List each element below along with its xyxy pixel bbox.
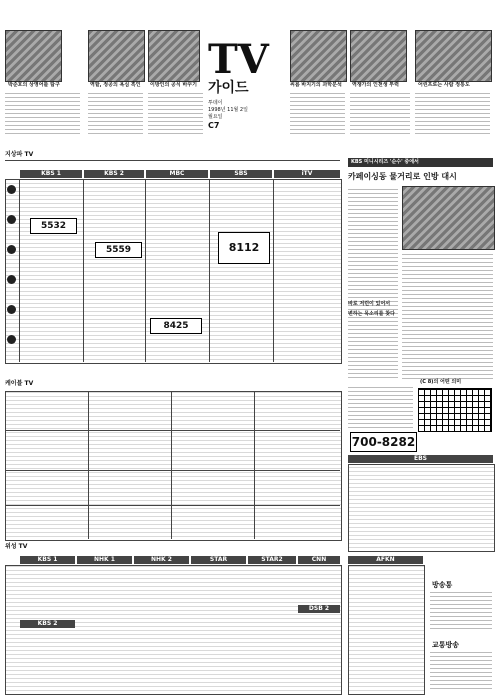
crossword-clues	[348, 386, 413, 431]
photo-6	[415, 30, 492, 82]
sat-dsb2: DSB 2	[298, 605, 340, 613]
ad-phone-5: 700-8282	[350, 432, 417, 452]
caption-body-3	[148, 92, 203, 137]
rule	[88, 391, 89, 539]
caption-body-5	[350, 92, 410, 137]
afkn-header: AFKN	[348, 556, 423, 564]
caption-1: 박준호의 상영어를 탐구	[8, 82, 60, 88]
side-article-text-2	[402, 252, 493, 382]
terrestrial-grid	[5, 179, 342, 364]
hour-marker	[7, 215, 16, 224]
hour-marker	[7, 275, 16, 284]
logo-traffic: 교통방송	[432, 641, 460, 649]
hour-marker	[7, 245, 16, 254]
caption-body-4	[290, 92, 345, 137]
sat-kbs2: KBS 2	[20, 620, 75, 628]
afkn-grid	[348, 565, 425, 695]
ad-text-1	[430, 592, 492, 632]
photo-4	[290, 30, 347, 82]
caption-body-1	[5, 92, 80, 137]
rule	[5, 505, 340, 506]
col-kbs2: KBS 2	[84, 170, 144, 178]
sat-col-1: KBS 1	[20, 556, 75, 564]
sat-col-2: NHK 1	[77, 556, 132, 564]
col-mbc: MBC	[146, 170, 208, 178]
col-kbs1: KBS 1	[20, 170, 82, 178]
crossword-title: (C 8)의 어떤 의미	[420, 379, 462, 385]
hour-marker	[7, 185, 16, 194]
rule	[145, 179, 146, 362]
side-article-headline: 카페이싱동 물거리로 인방 대시	[348, 172, 457, 181]
rule	[273, 179, 274, 362]
crossword-grid	[418, 388, 492, 432]
ebs-grid	[348, 464, 495, 552]
caption-body-2	[88, 92, 143, 137]
side-article-subhead: 바로 저런이 있어서	[348, 301, 391, 307]
caption-5: 역쟁가의 인천생 투력	[352, 82, 399, 88]
page-label: C7	[208, 121, 220, 130]
caption-body-6	[415, 92, 490, 137]
ad-phone-3: 8112	[218, 232, 270, 264]
rule	[171, 391, 172, 539]
ad-phone-1: 5532	[30, 218, 77, 234]
caption-6: 어린프로는 사람 정통도	[418, 82, 470, 88]
logo-broadcast: 방송통	[432, 581, 453, 589]
sat-col-3: NHK 2	[134, 556, 189, 564]
cable-grid	[5, 391, 342, 541]
masthead	[208, 36, 278, 130]
rule	[5, 470, 340, 471]
caption-3: 이방인의 공식 바꾸기	[150, 82, 197, 88]
col-itv: iTV	[274, 170, 340, 178]
ad-text-2	[430, 652, 492, 692]
photo-3	[148, 30, 200, 82]
rule	[5, 430, 340, 431]
sat-col-5: STAR2	[248, 556, 296, 564]
caption-2: 역할, 정공의 욕심 흑인	[90, 82, 141, 88]
rule	[19, 179, 20, 362]
masthead-sub: 가이드	[208, 80, 249, 96]
side-article-photo	[402, 186, 495, 250]
sat-col-6: CNN	[298, 556, 340, 564]
hour-marker	[7, 335, 16, 344]
ebs-header: EBS	[348, 455, 493, 463]
ad-phone-4: 8425	[150, 318, 202, 334]
rule	[83, 179, 84, 362]
masthead-tv: TV	[208, 36, 269, 83]
satellite-grid	[5, 565, 342, 695]
photo-1	[5, 30, 62, 82]
sat-col-4: STAR	[191, 556, 246, 564]
issue-line3: 월요일	[208, 114, 223, 120]
side-article-text	[348, 186, 398, 381]
section-terrestrial: 지상파 TV	[5, 151, 34, 158]
rule	[254, 391, 255, 539]
photo-2	[88, 30, 145, 82]
rule	[209, 179, 210, 362]
photo-5	[350, 30, 407, 82]
rule	[5, 160, 340, 161]
section-satellite: 위성 TV	[5, 543, 28, 550]
col-sbs: SBS	[210, 170, 272, 178]
hour-marker	[7, 305, 16, 314]
issue-line2: 1998년 11월 2일	[208, 107, 248, 113]
ad-phone-2: 5559	[95, 242, 142, 258]
issue-line1: 투데이	[208, 100, 223, 106]
caption-4: 씨름 바지기의 과학분석	[290, 82, 342, 88]
section-cable: 케이블 TV	[5, 380, 34, 387]
side-article-subhead2: 변하는 목소리를 찾다	[348, 311, 395, 317]
side-article-banner: KBS 미니시리즈 '순수' 중에서	[348, 158, 493, 167]
